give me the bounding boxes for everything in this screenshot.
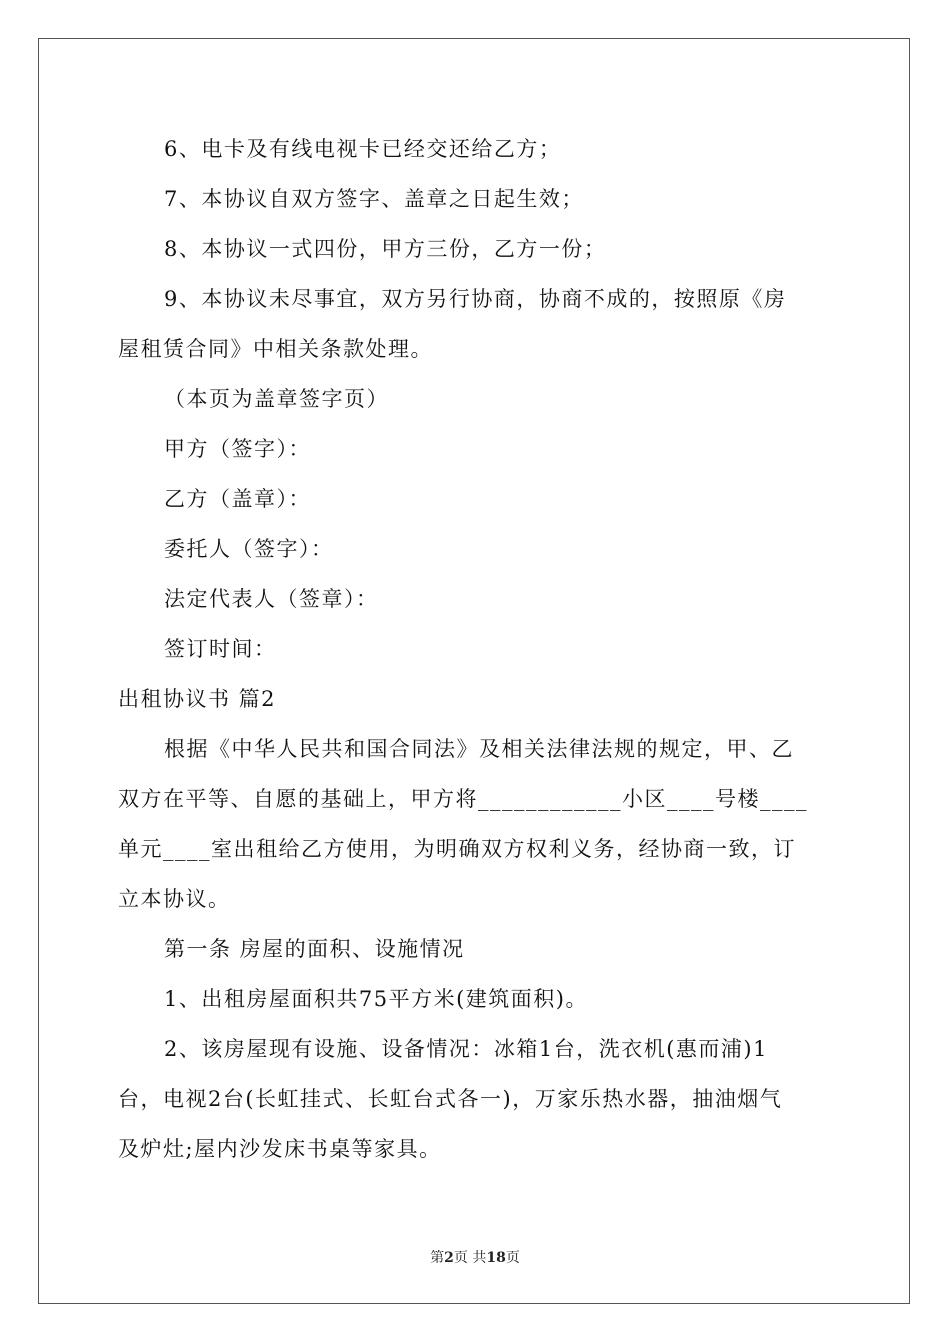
paragraph-line: 9、本协议未尽事宜，双方另行协商，协商不成的，按照原《房 bbox=[164, 287, 787, 311]
paragraph-line: 台，电视2台(长虹挂式、长虹台式各一)，万家乐热水器，抽油烟气 bbox=[118, 1087, 783, 1111]
paragraph-line: 单元____室出租给乙方使用，为明确双方权利义务，经协商一致，订 bbox=[118, 837, 796, 861]
party-a-signature-line: 甲方（签字）： bbox=[164, 437, 311, 461]
footer-suffix: 页 bbox=[505, 1250, 520, 1266]
party-b-seal-line: 乙方（盖章）： bbox=[164, 487, 311, 511]
paragraph-line: 立本协议。 bbox=[118, 887, 231, 911]
section-title: 出租协议书 篇2 bbox=[118, 687, 277, 711]
paragraph-line: 6、电卡及有线电视卡已经交还给乙方； bbox=[164, 137, 562, 161]
agent-signature-line: 委托人（签字）： bbox=[164, 537, 334, 561]
paragraph-line: 7、本协议自双方签字、盖章之日起生效； bbox=[164, 187, 584, 211]
document-body bbox=[118, 124, 838, 1174]
footer-mid: 页 共 bbox=[453, 1250, 487, 1266]
total-page-number: 18 bbox=[486, 1250, 506, 1266]
legal-rep-signature-line: 法定代表人（签章）： bbox=[164, 587, 379, 611]
paragraph-line: 双方在平等、自愿的基础上，甲方将____________小区____号楼____ bbox=[118, 787, 808, 811]
article-heading: 第一条 房屋的面积、设施情况 bbox=[164, 937, 465, 961]
paragraph-line: 及炉灶;屋内沙发床书桌等家具。 bbox=[118, 1137, 442, 1161]
page-number-footer bbox=[0, 1248, 950, 1268]
signature-page-note: （本页为盖章签字页） bbox=[164, 387, 389, 411]
paragraph-line: 2、该房屋现有设施、设备情况：冰箱1台，洗衣机(惠而浦)1 bbox=[164, 1037, 768, 1061]
signing-date-line: 签订时间： bbox=[164, 637, 277, 661]
paragraph-line: 1、出租房屋面积共75平方米(建筑面积)。 bbox=[164, 987, 588, 1011]
current-page-number: 2 bbox=[444, 1250, 454, 1266]
paragraph-line: 根据《中华人民共和国合同法》及相关法律法规的规定，甲、乙 bbox=[164, 737, 794, 761]
paragraph-line: 8、本协议一式四份，甲方三份，乙方一份； bbox=[164, 237, 607, 261]
paragraph-line: 屋租赁合同》中相关条款处理。 bbox=[118, 337, 433, 361]
footer-prefix: 第 bbox=[430, 1250, 445, 1266]
